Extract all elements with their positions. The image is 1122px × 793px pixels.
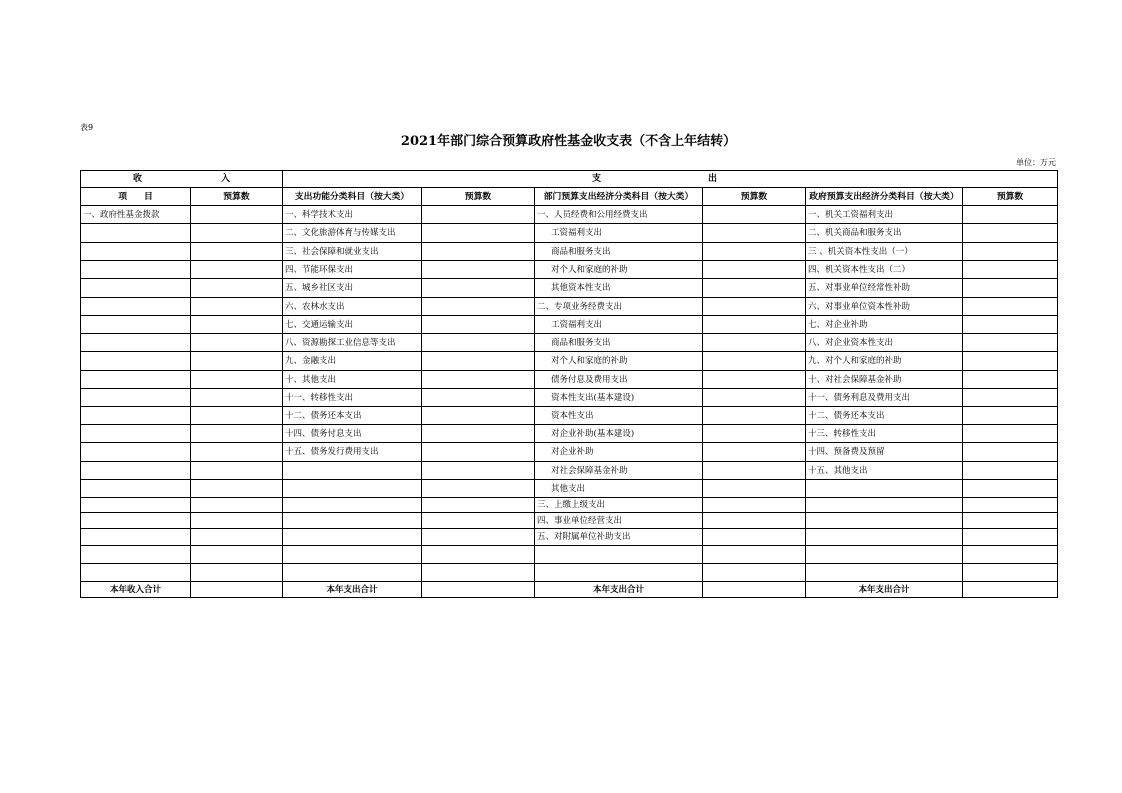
function-class-header: 支出功能分类科目（按大类） bbox=[283, 188, 422, 206]
function-amount-cell bbox=[422, 371, 535, 389]
header-row-columns bbox=[81, 188, 1058, 206]
income-char-2: 入 bbox=[221, 174, 231, 184]
income-amount-header: 预算数 bbox=[191, 188, 283, 206]
empty-row bbox=[81, 564, 1058, 582]
function-item: 九、金融支出 bbox=[283, 352, 422, 371]
income-item-cell bbox=[81, 480, 191, 498]
dept-econ-amount-cell bbox=[703, 371, 806, 389]
dept-econ-amount-cell bbox=[703, 425, 806, 443]
gov-econ-amount-cell bbox=[963, 443, 1058, 462]
income-item-cell bbox=[81, 513, 191, 529]
dept-econ-amount-cell bbox=[703, 261, 806, 279]
dept-econ-amount-cell bbox=[703, 224, 806, 243]
dept-econ-item: 资本性支出(基本建设) bbox=[535, 389, 703, 407]
dept-econ-item: 对个人和家庭的补助 bbox=[535, 261, 703, 279]
item-column-label bbox=[82, 192, 189, 202]
table-row bbox=[81, 407, 1058, 425]
table-row bbox=[81, 462, 1058, 480]
function-amount-cell bbox=[422, 316, 535, 334]
dept-econ-item: 工资福利支出 bbox=[535, 316, 703, 334]
header-row-sections bbox=[81, 171, 1058, 188]
dept-econ-item: 其他支出 bbox=[535, 480, 703, 498]
function-item: 十一、转移性支出 bbox=[283, 389, 422, 407]
function-amount-cell bbox=[422, 480, 535, 498]
expense-char-1: 支 bbox=[592, 174, 602, 184]
function-item: 五、城乡社区支出 bbox=[283, 279, 422, 298]
expense-section-header bbox=[283, 171, 1058, 188]
gov-econ-amount-cell bbox=[963, 371, 1058, 389]
dept-econ-amount-cell bbox=[703, 513, 806, 529]
dept-econ-amount-cell bbox=[703, 498, 806, 513]
table-row bbox=[81, 334, 1058, 352]
income-item-cell bbox=[81, 352, 191, 371]
gov-econ-amount-cell bbox=[963, 316, 1058, 334]
function-item: 十、其他支出 bbox=[283, 371, 422, 389]
income-amount-cell bbox=[191, 425, 283, 443]
empty-cell bbox=[422, 564, 535, 582]
income-amount-cell bbox=[191, 480, 283, 498]
function-total-amount bbox=[422, 582, 535, 598]
empty-cell bbox=[703, 564, 806, 582]
function-amount-cell bbox=[422, 513, 535, 529]
gov-econ-amount-cell bbox=[963, 480, 1058, 498]
income-item-cell bbox=[81, 298, 191, 316]
income-amount-cell bbox=[191, 206, 283, 224]
income-amount-cell bbox=[191, 298, 283, 316]
dept-econ-item: 其他资本性支出 bbox=[535, 279, 703, 298]
function-item-cell bbox=[283, 529, 422, 546]
table-row bbox=[81, 389, 1058, 407]
gov-econ-item-cell bbox=[806, 480, 963, 498]
expense-char-2: 出 bbox=[708, 174, 718, 184]
gov-econ-amount-cell bbox=[963, 407, 1058, 425]
function-amount-cell bbox=[422, 206, 535, 224]
income-total-amount bbox=[191, 582, 283, 598]
empty-cell bbox=[535, 546, 703, 564]
gov-econ-item-cell bbox=[806, 498, 963, 513]
function-amount-header: 预算数 bbox=[422, 188, 535, 206]
function-amount-cell bbox=[422, 334, 535, 352]
dept-econ-amount-cell bbox=[703, 206, 806, 224]
income-item-cell bbox=[81, 243, 191, 261]
income-amount-cell bbox=[191, 224, 283, 243]
gov-econ-amount-cell bbox=[963, 425, 1058, 443]
gov-econ-amount-cell bbox=[963, 298, 1058, 316]
item-column-header bbox=[81, 188, 191, 206]
income-item-cell bbox=[81, 334, 191, 352]
income-item: 一、政府性基金拨款 bbox=[81, 206, 191, 224]
function-item: 十五、债务发行费用支出 bbox=[283, 443, 422, 462]
income-item-cell bbox=[81, 407, 191, 425]
dept-econ-item: 一、人员经费和公用经费支出 bbox=[535, 206, 703, 224]
gov-econ-item: 十四、预备费及预留 bbox=[806, 443, 963, 462]
dept-econ-item: 对企业补助(基本建设) bbox=[535, 425, 703, 443]
function-item: 十四、债务付息支出 bbox=[283, 425, 422, 443]
income-item-cell bbox=[81, 462, 191, 480]
function-amount-cell bbox=[422, 352, 535, 371]
function-item: 四、节能环保支出 bbox=[283, 261, 422, 279]
dept-econ-item: 二、专项业务经费支出 bbox=[535, 298, 703, 316]
gov-econ-item: 九、对个人和家庭的补助 bbox=[806, 352, 963, 371]
income-item-cell bbox=[81, 389, 191, 407]
dept-econ-amount-cell bbox=[703, 279, 806, 298]
table-row bbox=[81, 224, 1058, 243]
function-item-cell bbox=[283, 462, 422, 480]
gov-econ-amount-cell bbox=[963, 243, 1058, 261]
table-row bbox=[81, 443, 1058, 462]
table-row bbox=[81, 243, 1058, 261]
dept-econ-item: 商品和服务支出 bbox=[535, 243, 703, 261]
dept-econ-item: 商品和服务支出 bbox=[535, 334, 703, 352]
gov-econ-amount-cell bbox=[963, 279, 1058, 298]
gov-econ-item: 八、对企业资本性支出 bbox=[806, 334, 963, 352]
function-amount-cell bbox=[422, 261, 535, 279]
gov-econ-amount-cell bbox=[963, 334, 1058, 352]
income-item-cell bbox=[81, 425, 191, 443]
gov-econ-amount-cell bbox=[963, 529, 1058, 546]
empty-cell bbox=[81, 546, 191, 564]
dept-econ-amount-cell bbox=[703, 389, 806, 407]
income-amount-cell bbox=[191, 513, 283, 529]
function-item: 八、资源勘探工业信息等支出 bbox=[283, 334, 422, 352]
dept-econ-amount-cell bbox=[703, 334, 806, 352]
income-item-cell bbox=[81, 443, 191, 462]
income-char-1: 收 bbox=[132, 174, 142, 184]
table-row bbox=[81, 298, 1058, 316]
table-row bbox=[81, 529, 1058, 546]
dept-econ-amount-header: 预算数 bbox=[703, 188, 806, 206]
gov-econ-item: 十一、债务利息及费用支出 bbox=[806, 389, 963, 407]
gov-econ-item-cell bbox=[806, 529, 963, 546]
table-row bbox=[81, 498, 1058, 513]
income-item-cell bbox=[81, 498, 191, 513]
income-item-cell bbox=[81, 316, 191, 334]
function-item: 三、社会保障和就业支出 bbox=[283, 243, 422, 261]
empty-cell bbox=[963, 564, 1058, 582]
dept-econ-amount-cell bbox=[703, 298, 806, 316]
table-row bbox=[81, 371, 1058, 389]
empty-cell bbox=[191, 546, 283, 564]
function-amount-cell bbox=[422, 279, 535, 298]
income-amount-cell bbox=[191, 498, 283, 513]
gov-econ-amount-cell bbox=[963, 513, 1058, 529]
table-row bbox=[81, 261, 1058, 279]
function-item-cell bbox=[283, 480, 422, 498]
function-amount-cell bbox=[422, 298, 535, 316]
income-amount-cell bbox=[191, 529, 283, 546]
dept-econ-amount-cell bbox=[703, 480, 806, 498]
budget-table bbox=[80, 170, 1058, 598]
gov-econ-amount-cell bbox=[963, 389, 1058, 407]
empty-cell bbox=[283, 546, 422, 564]
dept-econ-amount-cell bbox=[703, 243, 806, 261]
dept-econ-item: 三、上缴上级支出 bbox=[535, 498, 703, 513]
gov-econ-amount-cell bbox=[963, 224, 1058, 243]
income-amount-cell bbox=[191, 316, 283, 334]
item-char-1: 项 bbox=[118, 191, 127, 202]
income-amount-cell bbox=[191, 407, 283, 425]
dept-econ-amount-cell bbox=[703, 407, 806, 425]
item-char-2: 目 bbox=[144, 191, 153, 202]
empty-cell bbox=[191, 564, 283, 582]
function-item-cell bbox=[283, 498, 422, 513]
gov-econ-amount-cell bbox=[963, 206, 1058, 224]
income-amount-cell bbox=[191, 371, 283, 389]
gov-econ-amount-cell bbox=[963, 261, 1058, 279]
function-total-label: 本年支出合计 bbox=[283, 582, 422, 598]
gov-econ-item: 二、机关商品和服务支出 bbox=[806, 224, 963, 243]
income-amount-cell bbox=[191, 279, 283, 298]
gov-econ-total-amount bbox=[963, 582, 1058, 598]
empty-cell bbox=[422, 546, 535, 564]
income-section-label bbox=[82, 174, 281, 184]
expense-section-label bbox=[284, 174, 1056, 184]
gov-econ-total-label: 本年支出合计 bbox=[806, 582, 963, 598]
dept-econ-item: 资本性支出 bbox=[535, 407, 703, 425]
dept-econ-amount-cell bbox=[703, 529, 806, 546]
dept-econ-item: 债务付息及费用支出 bbox=[535, 371, 703, 389]
dept-econ-amount-cell bbox=[703, 352, 806, 371]
table-row bbox=[81, 352, 1058, 371]
empty-cell bbox=[806, 546, 963, 564]
income-amount-cell bbox=[191, 443, 283, 462]
empty-cell bbox=[283, 564, 422, 582]
table-number-label: 表9 bbox=[80, 123, 94, 132]
income-section-header bbox=[81, 171, 283, 188]
unit-label: 单位：万元 bbox=[1016, 158, 1056, 167]
table-row bbox=[81, 316, 1058, 334]
dept-econ-item: 对企业补助 bbox=[535, 443, 703, 462]
function-item: 二、文化旅游体育与传媒支出 bbox=[283, 224, 422, 243]
income-item-cell bbox=[81, 261, 191, 279]
gov-econ-item: 五、对事业单位经常性补助 bbox=[806, 279, 963, 298]
function-amount-cell bbox=[422, 498, 535, 513]
dept-econ-item: 工资福利支出 bbox=[535, 224, 703, 243]
empty-cell bbox=[703, 546, 806, 564]
gov-econ-item: 一、机关工资福利支出 bbox=[806, 206, 963, 224]
function-amount-cell bbox=[422, 529, 535, 546]
empty-cell bbox=[963, 546, 1058, 564]
gov-econ-item: 十三、转移性支出 bbox=[806, 425, 963, 443]
gov-econ-amount-cell bbox=[963, 352, 1058, 371]
income-item-cell bbox=[81, 371, 191, 389]
dept-econ-amount-cell bbox=[703, 443, 806, 462]
income-item-cell bbox=[81, 279, 191, 298]
document-title: 2021年部门综合预算政府性基金收支表（不含上年结转） bbox=[400, 134, 737, 149]
income-item-cell bbox=[81, 529, 191, 546]
gov-econ-item: 十五、其他支出 bbox=[806, 462, 963, 480]
gov-econ-item: 四、机关资本性支出（二） bbox=[806, 261, 963, 279]
function-amount-cell bbox=[422, 243, 535, 261]
income-amount-cell bbox=[191, 334, 283, 352]
income-amount-cell bbox=[191, 352, 283, 371]
table-row bbox=[81, 513, 1058, 529]
gov-econ-item-cell bbox=[806, 513, 963, 529]
totals-row bbox=[81, 582, 1058, 598]
dept-econ-item: 对个人和家庭的补助 bbox=[535, 352, 703, 371]
function-amount-cell bbox=[422, 443, 535, 462]
table-row bbox=[81, 279, 1058, 298]
gov-econ-item: 十二、债务还本支出 bbox=[806, 407, 963, 425]
function-amount-cell bbox=[422, 389, 535, 407]
gov-econ-item: 三 、机关资本性支出（一） bbox=[806, 243, 963, 261]
empty-cell bbox=[806, 564, 963, 582]
gov-econ-amount-cell bbox=[963, 462, 1058, 480]
income-amount-cell bbox=[191, 389, 283, 407]
dept-econ-item: 四、事业单位经营支出 bbox=[535, 513, 703, 529]
table-row bbox=[81, 206, 1058, 224]
function-amount-cell bbox=[422, 462, 535, 480]
function-amount-cell bbox=[422, 407, 535, 425]
dept-econ-amount-cell bbox=[703, 316, 806, 334]
function-item: 十二、债务还本支出 bbox=[283, 407, 422, 425]
gov-econ-item: 十、对社会保障基金补助 bbox=[806, 371, 963, 389]
empty-row bbox=[81, 546, 1058, 564]
function-item: 六、农林水支出 bbox=[283, 298, 422, 316]
dept-econ-class-header: 部门预算支出经济分类科目（按大类） bbox=[535, 188, 703, 206]
function-item: 七、交通运输支出 bbox=[283, 316, 422, 334]
function-amount-cell bbox=[422, 224, 535, 243]
empty-cell bbox=[535, 564, 703, 582]
income-item-cell bbox=[81, 224, 191, 243]
dept-econ-total-label: 本年支出合计 bbox=[535, 582, 703, 598]
income-amount-cell bbox=[191, 243, 283, 261]
dept-econ-item: 对社会保障基金补助 bbox=[535, 462, 703, 480]
income-total-label: 本年收入合计 bbox=[81, 582, 191, 598]
gov-econ-amount-cell bbox=[963, 498, 1058, 513]
dept-econ-amount-cell bbox=[703, 462, 806, 480]
income-amount-cell bbox=[191, 462, 283, 480]
gov-econ-item: 六、对事业单位资本性补助 bbox=[806, 298, 963, 316]
table-row bbox=[81, 425, 1058, 443]
function-item: 一、科学技术支出 bbox=[283, 206, 422, 224]
income-amount-cell bbox=[191, 261, 283, 279]
gov-econ-amount-header: 预算数 bbox=[963, 188, 1058, 206]
dept-econ-item: 五、对附属单位补助支出 bbox=[535, 529, 703, 546]
gov-econ-item: 七、对企业补助 bbox=[806, 316, 963, 334]
table-row bbox=[81, 480, 1058, 498]
gov-econ-class-header: 政府预算支出经济分类科目（按大类） bbox=[806, 188, 963, 206]
empty-cell bbox=[81, 564, 191, 582]
dept-econ-total-amount bbox=[703, 582, 806, 598]
function-item-cell bbox=[283, 513, 422, 529]
function-amount-cell bbox=[422, 425, 535, 443]
